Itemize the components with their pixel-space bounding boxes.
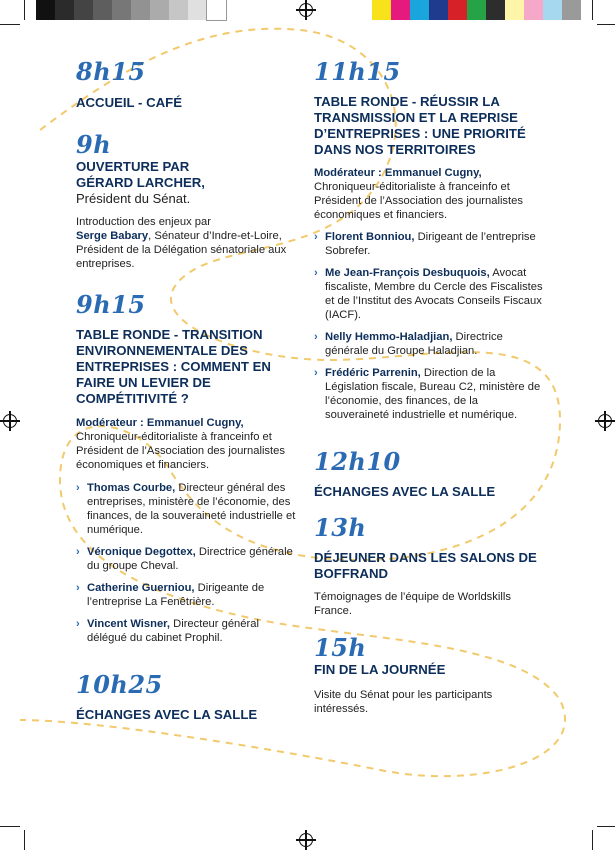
speaker-name: Florent Bonniou, — [325, 231, 415, 243]
moderator-label: Modérateur : Emmanuel Cugny, — [314, 167, 482, 179]
chevron-right-icon: › — [76, 546, 80, 558]
moderator-text: Chroniqueur-éditorialiste à franceinfo et Président de l’Association des journalistes économiques et financiers. — [76, 431, 285, 471]
session-title: DÉJEUNER DANS LES SALONS DE BOFFRAND — [314, 550, 537, 581]
chevron-right-icon: › — [314, 231, 318, 243]
crop-mark — [0, 826, 20, 827]
session-15h — [314, 634, 544, 716]
speaker-name: Véronique Degottex, — [87, 546, 196, 558]
session-11h15 — [314, 58, 544, 422]
session-text: Témoignages de l’équipe de Worldskills France. — [314, 591, 511, 617]
list-item — [314, 230, 544, 258]
session-time: 9h — [76, 130, 112, 159]
crop-mark — [592, 830, 593, 850]
grayscale-bar — [36, 0, 226, 20]
introduction-text — [76, 215, 301, 271]
chevron-right-icon: › — [314, 267, 318, 279]
session-time: 8h15 — [76, 57, 146, 86]
speaker-desc: Directrice générale du groupe Cheval. — [87, 546, 293, 572]
list-item — [76, 617, 301, 645]
registration-mark-top — [299, 3, 313, 17]
session-9h15 — [76, 291, 301, 645]
crop-mark — [592, 0, 593, 20]
session-title: ÉCHANGES AVEC LA SALLE — [76, 707, 258, 722]
speaker-desc: Dirigeante de l’entreprise La Fenêtrière. — [87, 582, 265, 608]
session-8h15 — [76, 58, 301, 111]
list-item — [314, 266, 544, 322]
crop-mark — [0, 24, 20, 25]
session-9h — [76, 131, 301, 271]
program-left-column — [76, 58, 301, 723]
session-title: TABLE RONDE - TRANSITION ENVIRONNEMENTALE DES ENTREPRISES : COMMENT EN FAIRE UN LEVIER DE COMPÉTITIVITÉ ? — [76, 327, 271, 406]
session-10h25 — [76, 671, 301, 723]
speaker-name: Nelly Hemmo-Haladjian, — [325, 331, 453, 343]
list-item — [76, 581, 301, 609]
crop-mark — [24, 0, 25, 20]
speaker-name: Catherine Guerniou, — [87, 582, 195, 594]
session-12h10 — [314, 448, 544, 500]
session-time: 15h — [314, 633, 367, 662]
chevron-right-icon: › — [314, 331, 318, 343]
speaker-role: Président du Sénat. — [76, 191, 191, 206]
session-time: 13h — [314, 513, 367, 542]
speaker-name: Thomas Courbe, — [87, 482, 176, 494]
session-title: ACCUEIL - CAFÉ — [76, 95, 182, 110]
intro-speaker-role: , Sénateur d’Indre-et-Loire, Président de la Délégation sénatoriale aux entreprises. — [76, 230, 287, 270]
speaker-name: Vincent Wisner, — [87, 618, 171, 630]
list-item — [314, 330, 544, 358]
intro-prefix: Introduction des enjeux par — [76, 216, 211, 228]
session-time: 10h25 — [76, 670, 163, 699]
color-bar — [372, 0, 581, 20]
list-item — [76, 545, 301, 573]
speaker-list — [314, 230, 544, 422]
moderator-text: Chroniqueur-éditorialiste à franceinfo et Président de l’Association des journalistes économiques et financiers. — [314, 181, 523, 221]
registration-mark-bottom — [299, 833, 313, 847]
chevron-right-icon: › — [76, 618, 80, 630]
crop-mark — [597, 24, 615, 25]
speaker-list — [76, 481, 301, 645]
registration-mark-right — [598, 414, 612, 428]
crop-mark — [597, 826, 615, 827]
session-title: ÉCHANGES AVEC LA SALLE — [314, 484, 496, 499]
speaker-desc: Direction de la Législation fiscale, Bureau C2, ministère de l’économie, des finances, de la souveraineté industrielle et numérique. — [325, 367, 541, 421]
moderator-block — [76, 416, 301, 472]
session-time: 11h15 — [314, 57, 401, 86]
session-time: 9h15 — [76, 290, 146, 319]
session-13h — [314, 514, 544, 618]
speaker-desc: Directeur général délégué du cabinet Prophil. — [87, 618, 259, 644]
speaker-desc: Directrice générale du Groupe Haladjian. — [325, 331, 503, 357]
speaker-desc: Dirigeant de l’entreprise Sobrefer. — [325, 231, 536, 257]
session-title-line: OUVERTURE PAR — [76, 159, 190, 174]
session-text: Visite du Sénat pour les participants intéressés. — [314, 689, 493, 715]
speaker-name: Me Jean-François Desbuquois, — [325, 267, 490, 279]
list-item — [76, 481, 301, 537]
moderator-block — [314, 166, 544, 222]
speaker-name: Frédéric Parrenin, — [325, 367, 421, 379]
chevron-right-icon: › — [76, 482, 80, 494]
registration-mark-left — [3, 414, 17, 428]
session-title: TABLE RONDE - RÉUSSIR LA TRANSMISSION ET LA REPRISE D’ENTREPRISES : UNE PRIORITÉ DANS NOS TERRITOIRES — [314, 94, 526, 157]
speaker-desc: Directeur général des entreprises, ministère de l’économie, des finances, de la souveraineté industrielle et numérique. — [87, 482, 296, 536]
intro-speaker-name: Serge Babary — [76, 230, 149, 242]
chevron-right-icon: › — [76, 582, 80, 594]
session-title-line: GÉRARD LARCHER, — [76, 175, 205, 190]
program-right-column — [314, 58, 544, 716]
chevron-right-icon: › — [314, 367, 318, 379]
session-title: FIN DE LA JOURNÉE — [314, 662, 446, 677]
moderator-label: Modérateur : Emmanuel Cugny, — [76, 417, 244, 429]
session-time: 12h10 — [314, 447, 401, 476]
crop-mark — [24, 830, 25, 850]
speaker-desc: Avocat fiscaliste, Membre du Cercle des Fiscalistes et de l’Institut des Avocats Conseils Fiscaux (IACF). — [325, 267, 543, 321]
list-item — [314, 366, 544, 422]
